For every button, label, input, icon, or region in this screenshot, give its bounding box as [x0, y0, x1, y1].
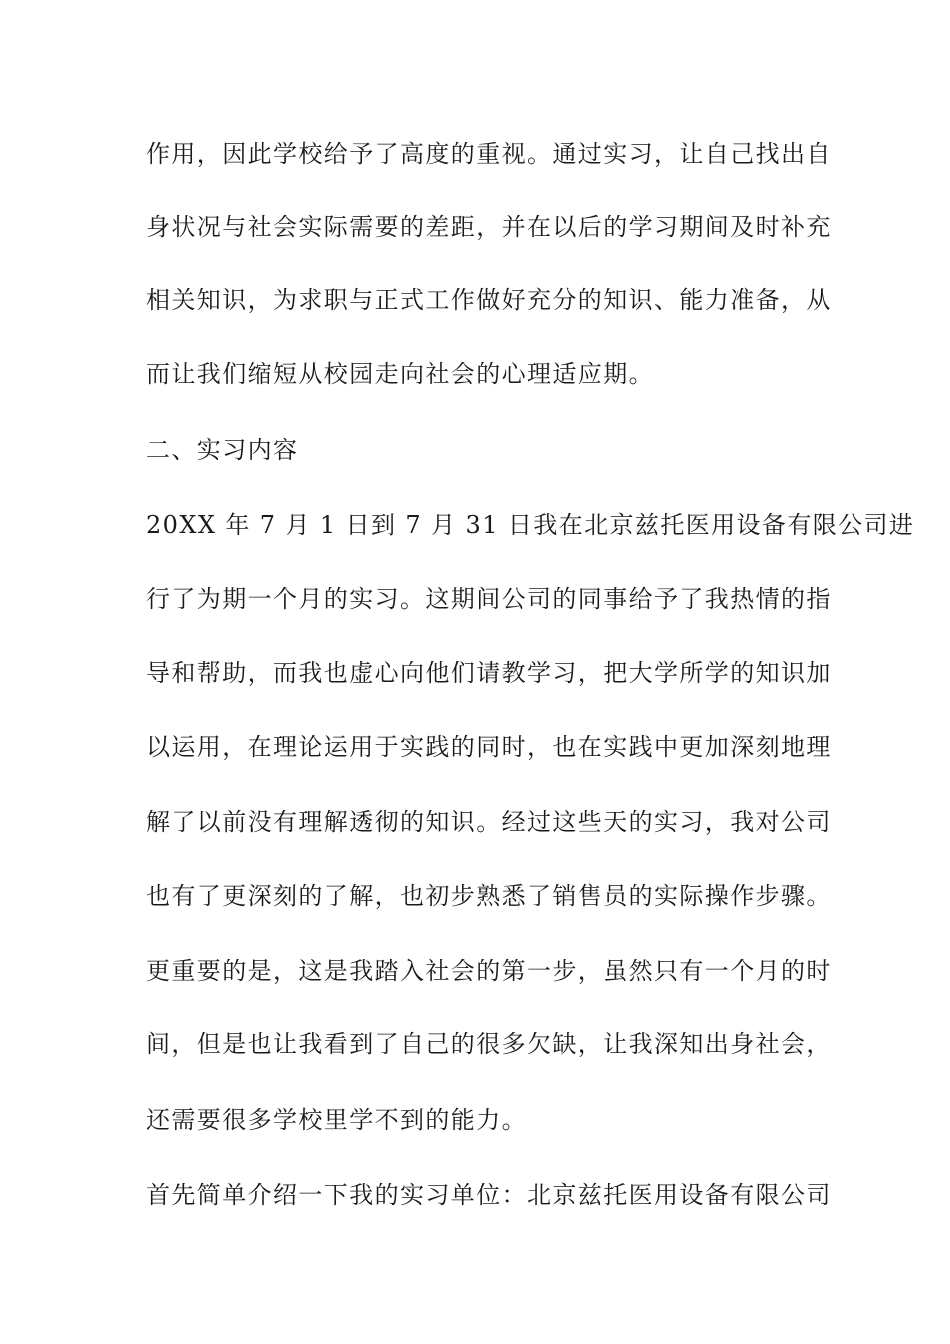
paragraph-line: 行了为期一个月的实习。这期间公司的同事给予了我热情的指 [146, 585, 832, 613]
paragraph-line: 间，但是也让我看到了自己的很多欠缺，让我深知出身社会， [146, 1030, 832, 1058]
paragraph-line: 也有了更深刻的了解，也初步熟悉了销售员的实际操作步骤。 [146, 882, 832, 910]
paragraph-line: 20XX 年 7 月 1 日到 7 月 31 日我在北京兹托医用设备有限公司进 [146, 511, 915, 539]
paragraph-line: 以运用，在理论运用于实践的同时，也在实践中更加深刻地理 [146, 733, 832, 761]
paragraph-line: 身状况与社会实际需要的差距，并在以后的学习期间及时补充 [146, 213, 832, 241]
paragraph-line: 更重要的是，这是我踏入社会的第一步，虽然只有一个月的时 [146, 957, 832, 985]
section-heading: 二、实习内容 [146, 436, 299, 464]
paragraph-line: 作用，因此学校给予了高度的重视。通过实习，让自己找出自 [146, 140, 832, 168]
paragraph-line: 解了以前没有理解透彻的知识。经过这些天的实习，我对公司 [146, 808, 832, 836]
paragraph-line: 导和帮助，而我也虚心向他们请教学习，把大学所学的知识加 [146, 659, 832, 687]
paragraph-line: 首先简单介绍一下我的实习单位：北京兹托医用设备有限公司 [146, 1181, 832, 1209]
paragraph-line: 而让我们缩短从校园走向社会的心理适应期。 [146, 360, 654, 388]
paragraph-line: 相关知识，为求职与正式工作做好充分的知识、能力准备，从 [146, 286, 832, 314]
paragraph-line: 还需要很多学校里学不到的能力。 [146, 1106, 527, 1134]
